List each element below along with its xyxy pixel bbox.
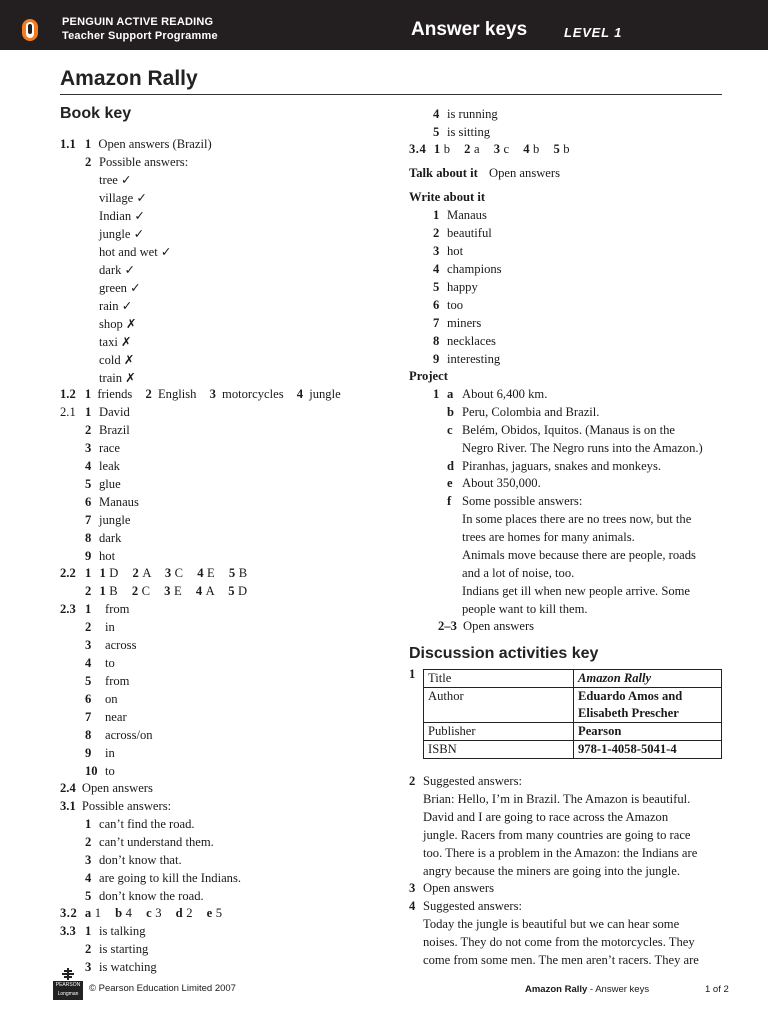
list-item: 2 is starting: [85, 942, 149, 956]
project-1d: d Piranhas, jaguars, snakes and monkeys.: [447, 459, 662, 473]
page-header: [0, 0, 768, 50]
table-cell: Pearson: [574, 723, 722, 741]
discussion-2-line: David and I are going to race across the Amazon: [423, 810, 669, 824]
discussion-2: 2 Suggested answers:: [409, 774, 522, 788]
table-cell: Author: [424, 688, 574, 723]
table-cell: Amazon Rally: [574, 670, 722, 688]
list-item: 5 from: [85, 674, 130, 688]
answer-2-4: 2.4 Open answers: [60, 781, 153, 795]
list-item: 3 across: [85, 638, 137, 652]
list-item: 8 dark: [85, 531, 122, 545]
list-item: 7 miners: [433, 316, 482, 330]
answer-2-2-num: 2.2: [60, 566, 76, 580]
list-item: dark ✓: [99, 263, 136, 277]
pearson-tree-icon: [61, 968, 75, 980]
list-item: 2 can’t understand them.: [85, 835, 214, 849]
list-item: 2 Brazil: [85, 423, 130, 437]
answer-2-3-num: 2.3: [60, 602, 76, 616]
list-item: 7 near: [85, 710, 127, 724]
pearson-logo-box: PEARSON Longman: [53, 981, 83, 1000]
list-item: hot and wet ✓: [99, 245, 172, 259]
list-item: 7 jungle: [85, 513, 131, 527]
project-label: Project: [409, 369, 448, 383]
list-item: 5 is sitting: [433, 125, 491, 139]
table-cell: 978-1-4058-5041-4: [574, 741, 722, 759]
list-item: 1 is talking: [85, 924, 146, 938]
penguin-logo-icon: [22, 19, 38, 41]
page-number: 1 of 2: [705, 984, 729, 995]
answer-2-1-num: 2.1: [60, 405, 76, 419]
table-row: [424, 723, 722, 741]
discussion-4-line: Today the jungle is beautiful but we can hear some: [423, 917, 680, 931]
discussion-2-line: angry because the miners are going into the jungle.: [423, 864, 681, 878]
discussion-4-line: noises. They do not come from the motorcycles. They: [423, 935, 695, 949]
publisher-line1: PENGUIN ACTIVE READING: [62, 16, 214, 28]
list-item: village ✓: [99, 191, 147, 205]
book-info-table: [423, 669, 722, 759]
project-1c: c Belém, Obidos, Iquitos. (Manaus is on the: [447, 423, 676, 437]
list-item: 4 is running: [433, 107, 498, 121]
list-item: 1 from: [85, 602, 130, 616]
answer-2-2-row2: 2 1 B 2 C 3 E 4 A 5 D: [85, 584, 248, 598]
project-1a: 1 a About 6,400 km.: [433, 387, 548, 401]
list-item: 2 in: [85, 620, 115, 634]
list-item: 10 to: [85, 764, 115, 778]
footer-title: Amazon Rally - Answer keys: [525, 984, 650, 995]
answer-3-2: 3.2 a 1 b 4 c 3 d 2 e 5: [60, 906, 223, 920]
book-key-heading: Book key: [60, 105, 132, 122]
list-item: 4 leak: [85, 459, 120, 473]
answer-3-1: 3.1 Possible answers:: [60, 799, 172, 813]
list-item: tree ✓: [99, 173, 132, 187]
list-item: taxi ✗: [99, 335, 132, 349]
list-item: 6 on: [85, 692, 118, 706]
answer-2-2-row1: 1 1 D 2 A 3 C 4 E 5 B: [85, 566, 248, 580]
section-title: Answer keys: [411, 19, 528, 40]
list-item: rain ✓: [99, 299, 133, 313]
answer-3-3-num: 3.3: [60, 924, 76, 938]
discussion-2-line: Brian: Hello, I’m in Brazil. The Amazon is beautiful.: [423, 792, 691, 806]
table-row: [424, 670, 722, 688]
list-item: 8 necklaces: [433, 334, 496, 348]
discussion-4: 4 Suggested answers:: [409, 899, 522, 913]
list-item: 4 champions: [433, 262, 502, 276]
list-item: 9 in: [85, 746, 115, 760]
discussion-2-line: jungle. Racers from many countries are going to race: [423, 828, 691, 842]
pearson-logo: [53, 968, 83, 1000]
write-about-it-label: Write about it: [409, 190, 486, 204]
table-row: [424, 741, 722, 759]
list-item: train ✗: [99, 371, 136, 385]
answer-1-1-line2: 2 Possible answers:: [85, 155, 189, 169]
talk-about-it: Talk about it Open answers: [409, 166, 560, 180]
list-item: 3 is watching: [85, 960, 157, 974]
publisher-line2: Teacher Support Programme: [62, 30, 218, 42]
discussion-2-line: too. There is a problem in the Amazon: the Indians are: [423, 846, 698, 860]
discussion-4-line: come from some men. The men aren’t racers. They are: [423, 953, 699, 967]
list-item: green ✓: [99, 281, 141, 295]
discussion-3: 3 Open answers: [409, 881, 494, 895]
table-cell: ISBN: [424, 741, 574, 759]
project-1f-line: and a lot of noise, too.: [462, 566, 575, 580]
page-title: Amazon Rally: [60, 67, 198, 90]
list-item: 4 are going to kill the Indians.: [85, 871, 241, 885]
list-item: 3 race: [85, 441, 120, 455]
list-item: 6 too: [433, 298, 464, 312]
list-item: 9 interesting: [433, 352, 501, 366]
table-cell: Publisher: [424, 723, 574, 741]
project-1b: b Peru, Colombia and Brazil.: [447, 405, 600, 419]
list-item: 5 don’t know the road.: [85, 889, 204, 903]
list-item: shop ✗: [99, 317, 137, 331]
list-item: 3 hot: [433, 244, 464, 258]
list-item: Indian ✓: [99, 209, 145, 223]
project-2-3: 2–3 Open answers: [438, 619, 535, 633]
project-1f-line: In some places there are no trees now, but the: [462, 512, 692, 526]
list-item: cold ✗: [99, 353, 135, 367]
list-item: 5 happy: [433, 280, 478, 294]
list-item: 1 can’t find the road.: [85, 817, 195, 831]
list-item: 6 Manaus: [85, 495, 139, 509]
project-1f-line: Indians get ill when new people arrive. Some: [462, 584, 691, 598]
project-1e: e About 350,000.: [447, 476, 541, 490]
list-item: 4 to: [85, 656, 115, 670]
list-item: jungle ✓: [99, 227, 145, 241]
list-item: 9 hot: [85, 549, 116, 563]
answer-1-1-line1: 1.1 1 Open answers (Brazil): [60, 137, 212, 151]
list-item: 2 beautiful: [433, 226, 492, 240]
title-divider: [60, 94, 722, 95]
table-row: [424, 688, 722, 723]
list-item: 3 don’t know that.: [85, 853, 182, 867]
project-1f: f Some possible answers:: [447, 494, 583, 508]
discussion-heading: Discussion activities key: [409, 645, 599, 662]
copyright: © Pearson Education Limited 2007: [89, 983, 236, 994]
level-label: LEVEL 1: [564, 25, 623, 40]
list-item: 1 Manaus: [433, 208, 487, 222]
list-item: 5 glue: [85, 477, 121, 491]
project-1f-line: people want to kill them.: [462, 602, 588, 616]
table-cell: Eduardo Amos and Elisabeth Prescher: [574, 688, 722, 723]
table-cell: Title: [424, 670, 574, 688]
discussion-1-num: 1: [409, 667, 416, 681]
project-1f-line: Animals move because there are people, roads: [462, 548, 696, 562]
answer-1-2: 1.2 1 friends 2 English 3 motorcycles 4 jungle: [60, 387, 341, 401]
project-1f-line: trees are homes for many animals.: [462, 530, 635, 544]
answer-3-4: 3.4 1 b 2 a 3 c 4 b 5 b: [409, 142, 571, 156]
list-item: 1 David: [85, 405, 130, 419]
project-1c-cont: Negro River. The Negro runs into the Amazon.): [462, 441, 703, 455]
list-item: 8 across/on: [85, 728, 153, 742]
